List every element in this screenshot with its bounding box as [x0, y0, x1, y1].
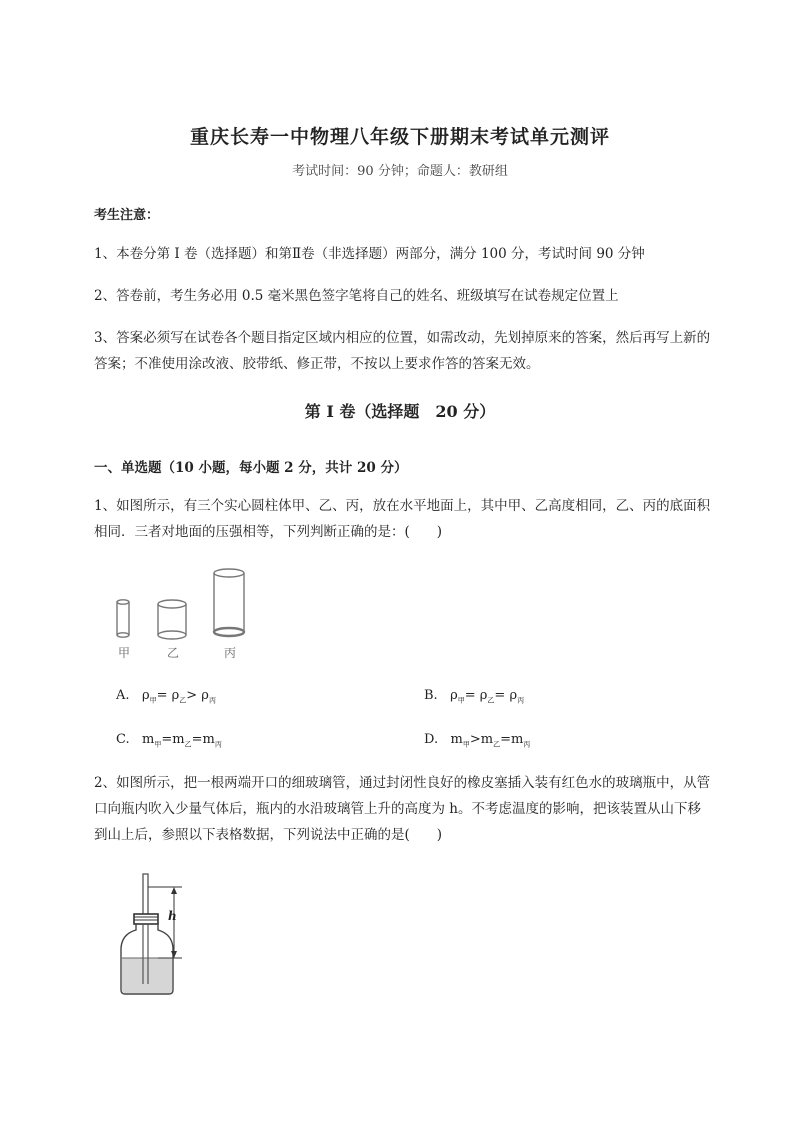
- part-heading: 一、单选题（10 小题，每小题 2 分，共计 20 分）: [94, 460, 408, 476]
- section-title: 第 I 卷（选择题 20 分）: [304, 402, 496, 421]
- question-2-text: 2、如图所示，把一根两端开口的细玻璃管，通过封闭性良好的橡皮塞插入装有红色水的玻璃瓶中，从管口向瓶内吹入少量气体后，瓶内的水沿玻璃管上升的高度为 h。不考虑温度的影响，把该装置从山下移到山上后，参照以下表格数据，下列说法中正确的是( ): [94, 775, 711, 843]
- cylinder-label-jia: 甲: [118, 646, 131, 660]
- notice-item-1: 1、本卷分第 I 卷（选择题）和第Ⅱ卷（非选择题）两部分，满分 100 分，考试时间 90 分钟: [94, 246, 645, 262]
- option-a[interactable]: A. $\rho_甲= \rho_乙> \rho_丙$: [116, 688, 216, 705]
- bottle-figure: [112, 870, 207, 1000]
- notice-item-2: 2、答卷前，考生务必用 0.5 毫米黑色签字笔将自己的姓名、班级填写在试卷规定位置上: [94, 288, 619, 304]
- height-label: h: [168, 909, 177, 923]
- cylinder-label-yi: 乙: [167, 646, 180, 660]
- notice-heading: 考生注意：: [94, 208, 160, 223]
- notice-item-3: 3、答案必须写在试卷各个题目指定区域内相应的位置，如需改动，先划掉原来的答案，然后再写上新的答案；不准使用涂改液、胶带纸、修正带，不按以上要求作答的答案无效。: [94, 330, 711, 372]
- exam-info: 考试时间：90 分钟；命题人：教研组: [292, 164, 508, 179]
- question-1-text: 1、如图所示，有三个实心圆柱体甲、乙、丙，放在水平地面上，其中甲、乙高度相同，乙、丙的底面积相同．三者对地面的压强相等，下列判断正确的是：( ): [94, 498, 711, 540]
- option-c[interactable]: C. $m_甲=m_乙=m_丙$: [116, 732, 222, 749]
- cylinder-label-bing: 丙: [224, 646, 237, 660]
- page-title: 重庆长寿一中物理八年级下册期末考试单元测评: [189, 126, 610, 148]
- option-d[interactable]: D. $m_甲>m_乙=m_丙$: [424, 732, 531, 749]
- option-b[interactable]: B. $\rho_甲= \rho_乙= \rho_丙$: [424, 688, 525, 705]
